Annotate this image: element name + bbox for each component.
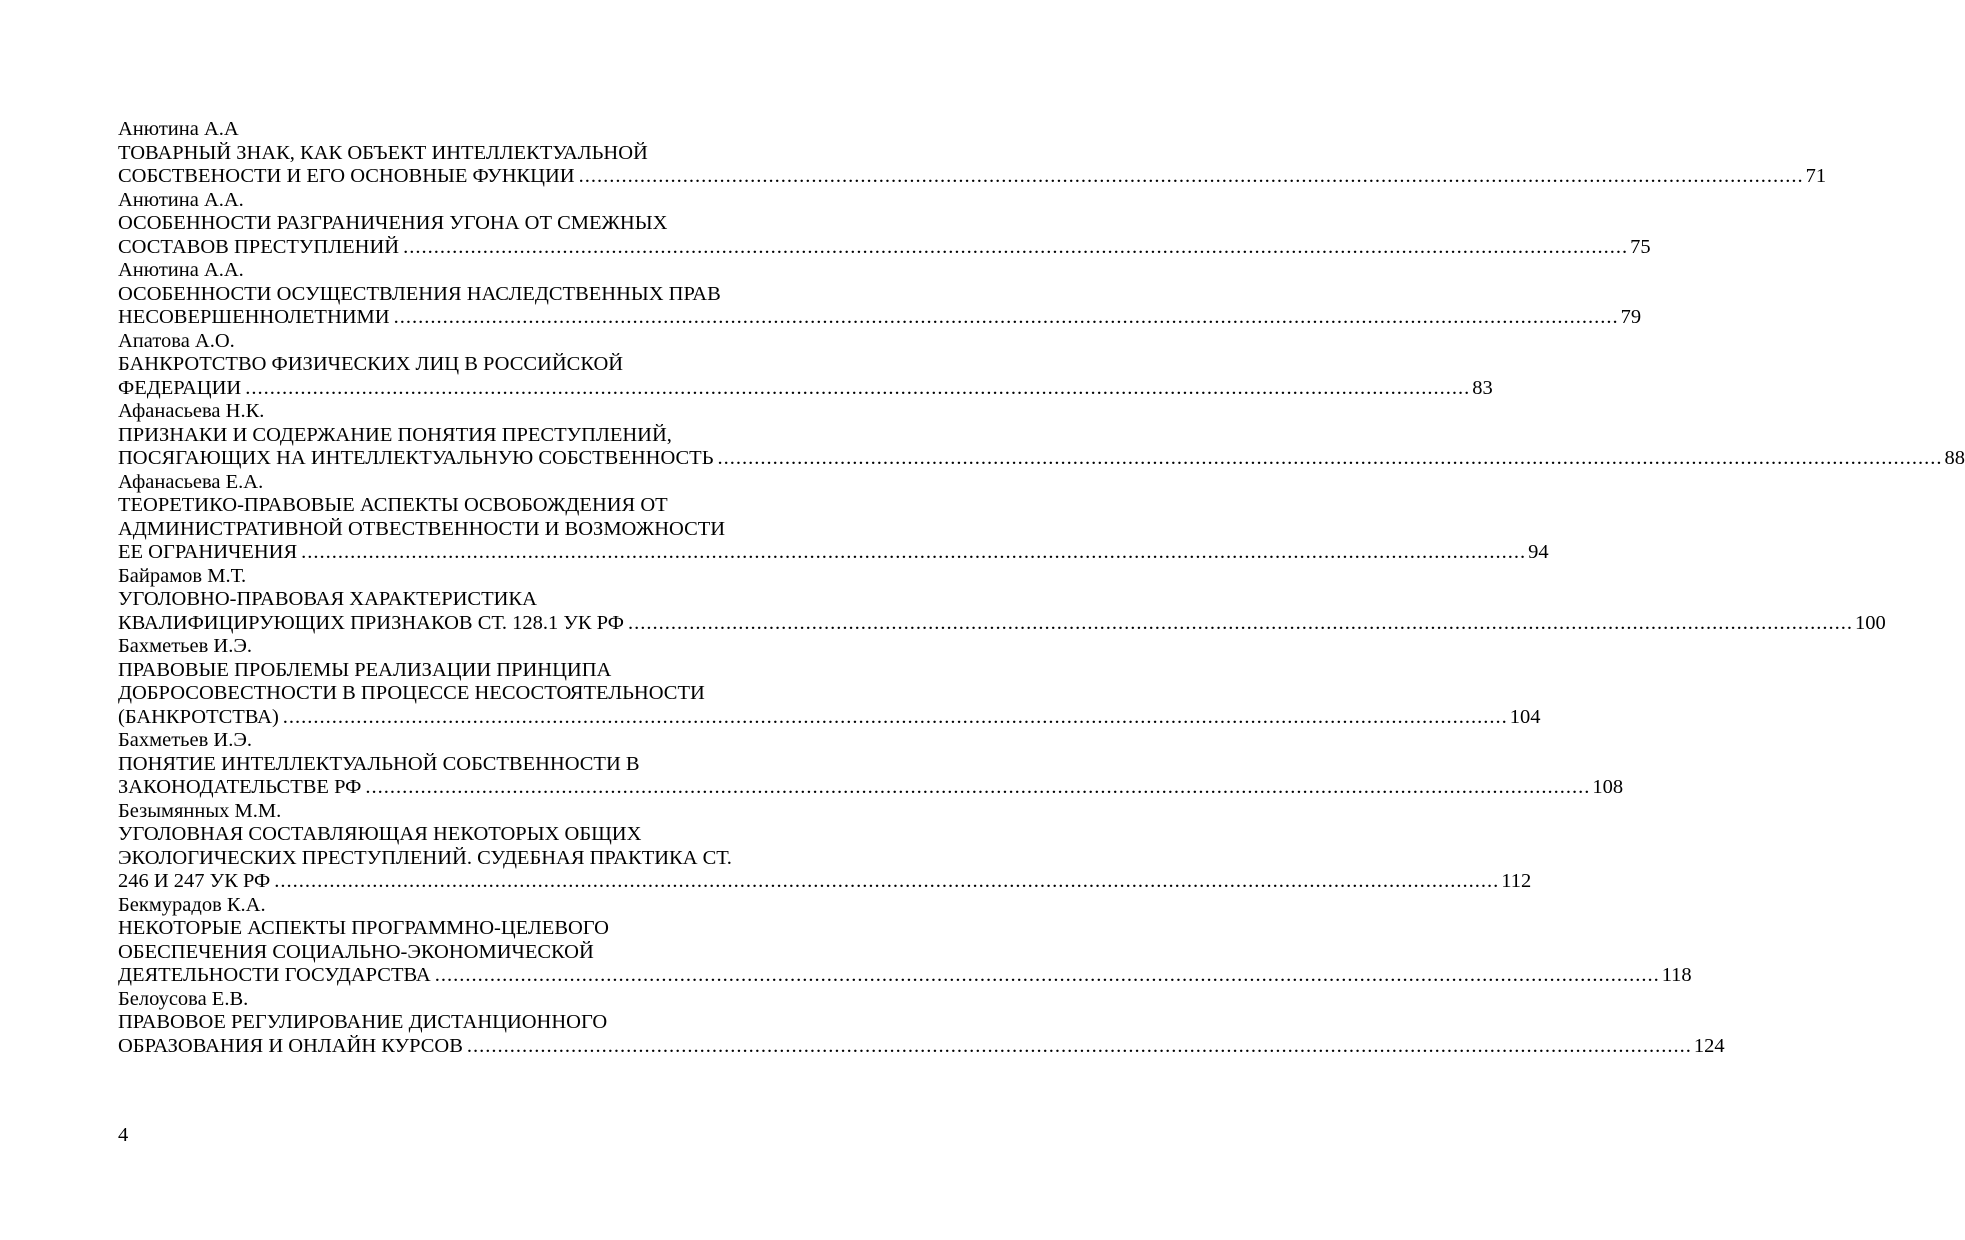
toc-entry-author: Безымянных М.М. xyxy=(118,799,282,822)
toc-entry[interactable] xyxy=(118,893,1692,988)
dot-leader: ........................................................................................................................................................................................................ xyxy=(403,235,1629,258)
toc-entry-last-line xyxy=(118,376,1493,401)
dot-leader: ........................................................................................................................................................................................................ xyxy=(245,376,1471,399)
toc-entry-page: 118 xyxy=(1661,964,1692,986)
toc-entry-title-line: ЭКОЛОГИЧЕСКИХ ПРЕСТУПЛЕНИЙ. СУДЕБНАЯ ПРАКТИКА СТ. xyxy=(118,846,732,869)
toc-entry-title-line: УГОЛОВНАЯ СОСТАВЛЯЮЩАЯ НЕКОТОРЫХ ОБЩИХ xyxy=(118,823,642,845)
toc-entry-author: Байрамов М.Т. xyxy=(118,564,247,587)
toc-entry-title-line: ПРАВОВЫЕ ПРОБЛЕМЫ РЕАЛИЗАЦИИ ПРИНЦИПА xyxy=(118,658,612,681)
toc-entry-title-end: ФЕДЕРАЦИИ xyxy=(118,376,242,399)
dot-leader: ........................................................................................................................................................................................................ xyxy=(301,541,1527,563)
toc-entry[interactable] xyxy=(118,118,1827,189)
toc-entry-title-line: ПРИЗНАКИ И СОДЕРЖАНИЕ ПОНЯТИЯ ПРЕСТУПЛЕНИЙ, xyxy=(118,423,672,446)
toc-entry[interactable] xyxy=(118,987,1725,1059)
toc-entry-title-line: АДМИНИСТРАТИВНОЙ ОТВЕСТВЕННОСТИ И ВОЗМОЖНОСТИ xyxy=(118,517,726,540)
toc-entry-title-end: СОБСТВЕНОСТИ И ЕГО ОСНОВНЫЕ ФУНКЦИИ xyxy=(118,165,575,187)
toc-entry-title-end: СОСТАВОВ ПРЕСТУПЛЕНИЙ xyxy=(118,235,400,258)
toc-entry-title-end: КВАЛИФИЦИРУЮЩИХ ПРИЗНАКОВ СТ. 128.1 УК РФ xyxy=(118,611,624,634)
dot-leader: ........................................................................................................................................................................................................ xyxy=(717,447,1943,469)
toc-entry-page: 83 xyxy=(1472,376,1493,399)
toc-entry-title-end: НЕСОВЕРШЕННОЛЕТНИМИ xyxy=(118,306,390,328)
toc-entry-last-line xyxy=(118,165,1827,189)
dot-leader: ........................................................................................................................................................................................................ xyxy=(393,306,1619,328)
toc-entry-page: 88 xyxy=(1944,447,1965,469)
toc-entry-author: Анютина А.А xyxy=(118,118,239,140)
toc-entry-title-end: ПОСЯГАЮЩИХ НА ИНТЕЛЛЕКТУАЛЬНУЮ СОБСТВЕННОСТЬ xyxy=(118,447,714,469)
toc-entry-last-line xyxy=(118,1034,1725,1059)
toc-entry-title-line: ОБЕСПЕЧЕНИЯ СОЦИАЛЬНО-ЭКОНОМИЧЕСКОЙ xyxy=(118,940,594,963)
toc-entry-author: Анютина А.А. xyxy=(118,259,244,281)
toc-entry-last-line xyxy=(118,306,1642,330)
toc-entry-last-line xyxy=(118,235,1651,260)
toc-entry-author: Бахметьев И.Э. xyxy=(118,635,252,657)
toc-entry-title-end: 246 И 247 УК РФ xyxy=(118,870,271,892)
dot-leader: ........................................................................................................................................................................................................ xyxy=(365,776,1591,798)
toc-entry-author: Белоусова Е.В. xyxy=(118,987,249,1010)
dot-leader: ........................................................................................................................................................................................................ xyxy=(627,611,1853,634)
toc-entry-title-line: ДОБРОСОВЕСТНОСТИ В ПРОЦЕССЕ НЕСОСТОЯТЕЛЬНОСТИ xyxy=(118,682,705,704)
dot-leader: ........................................................................................................................................................................................................ xyxy=(434,964,1660,986)
toc-entry-page: 79 xyxy=(1620,306,1642,328)
toc-entry-last-line xyxy=(118,964,1692,988)
toc-entry-author: Бекмурадов К.А. xyxy=(118,893,266,916)
toc-entry[interactable] xyxy=(118,635,1541,729)
toc-entry-author: Апатова А.О. xyxy=(118,329,235,352)
toc-entry-last-line xyxy=(118,870,1532,894)
toc-entry-title-line: НЕКОТОРЫЕ АСПЕКТЫ ПРОГРАММНО-ЦЕЛЕВОГО xyxy=(118,917,609,939)
toc-entry-page: 108 xyxy=(1592,776,1624,798)
toc-entry-author: Афанасьева Е.А. xyxy=(118,470,264,493)
toc-entry-page: 71 xyxy=(1805,165,1827,187)
toc-entry-last-line xyxy=(118,776,1624,800)
dot-leader: ........................................................................................................................................................................................................ xyxy=(578,165,1804,187)
toc-entry[interactable] xyxy=(118,259,1642,330)
toc-entry-last-line xyxy=(118,705,1541,730)
toc-entry[interactable] xyxy=(118,799,1532,894)
toc-entry-page: 124 xyxy=(1693,1034,1725,1057)
toc-entry-last-line xyxy=(118,611,1886,636)
page-number: 4 xyxy=(118,1124,129,1146)
toc-entry-title-end: ЗАКОНОДАТЕЛЬСТВЕ РФ xyxy=(118,776,362,798)
toc-entry-title-line: ПОНЯТИЕ ИНТЕЛЛЕКТУАЛЬНОЙ СОБСТВЕННОСТИ В xyxy=(118,752,640,775)
toc-entry-title-end: ДЕЯТЕЛЬНОСТИ ГОСУДАРСТВА xyxy=(118,964,431,986)
toc-entry-title-line: ОСОБЕННОСТИ ОСУЩЕСТВЛЕНИЯ НАСЛЕДСТВЕННЫХ ПРАВ xyxy=(118,282,721,305)
toc-entry-page: 94 xyxy=(1528,541,1549,563)
toc-entry-author: Анютина А.А. xyxy=(118,188,244,211)
toc-entry-title-line: ТОВАРНЫЙ ЗНАК, КАК ОБЪЕКТ ИНТЕЛЛЕКТУАЛЬНОЙ xyxy=(118,141,648,164)
toc-entry-title-end: (БАНКРОТСТВА) xyxy=(118,705,279,728)
toc-entry-last-line xyxy=(118,541,1549,565)
toc-entry[interactable] xyxy=(118,188,1651,260)
toc-entry-author: Афанасьева Н.К. xyxy=(118,400,265,422)
dot-leader: ........................................................................................................................................................................................................ xyxy=(466,1034,1692,1057)
toc-entry[interactable] xyxy=(118,564,1886,636)
toc-entry-page: 104 xyxy=(1509,705,1541,728)
dot-leader: ........................................................................................................................................................................................................ xyxy=(274,870,1500,892)
toc-entry-page: 100 xyxy=(1854,611,1886,634)
table-of-contents xyxy=(118,118,1965,1058)
toc-entry-title-line: ОСОБЕННОСТИ РАЗГРАНИЧЕНИЯ УГОНА ОТ СМЕЖНЫХ xyxy=(118,212,668,234)
dot-leader: ........................................................................................................................................................................................................ xyxy=(282,705,1508,728)
toc-entry-title-end: ОБРАЗОВАНИЯ И ОНЛАЙН КУРСОВ xyxy=(118,1034,463,1057)
toc-entry-last-line xyxy=(118,447,1965,471)
toc-entry[interactable] xyxy=(118,400,1965,471)
toc-entry[interactable] xyxy=(118,729,1624,800)
toc-entry-page: 75 xyxy=(1630,235,1651,258)
toc-entry-title-line: УГОЛОВНО-ПРАВОВАЯ ХАРАКТЕРИСТИКА xyxy=(118,588,537,610)
toc-entry-title-line: ПРАВОВОЕ РЕГУЛИРОВАНИЕ ДИСТАНЦИОННОГО xyxy=(118,1011,608,1033)
toc-entry-page: 112 xyxy=(1501,870,1532,892)
toc-entry-author: Бахметьев И.Э. xyxy=(118,729,252,751)
toc-entry-title-line: БАНКРОТСТВО ФИЗИЧЕСКИХ ЛИЦ В РОССИЙСКОЙ xyxy=(118,353,624,375)
toc-entry[interactable] xyxy=(118,470,1549,565)
toc-entry-title-end: ЕЕ ОГРАНИЧЕНИЯ xyxy=(118,541,298,563)
toc-entry-title-line: ТЕОРЕТИКО-ПРАВОВЫЕ АСПЕКТЫ ОСВОБОЖДЕНИЯ ОТ xyxy=(118,494,668,516)
toc-entry[interactable] xyxy=(118,329,1493,401)
